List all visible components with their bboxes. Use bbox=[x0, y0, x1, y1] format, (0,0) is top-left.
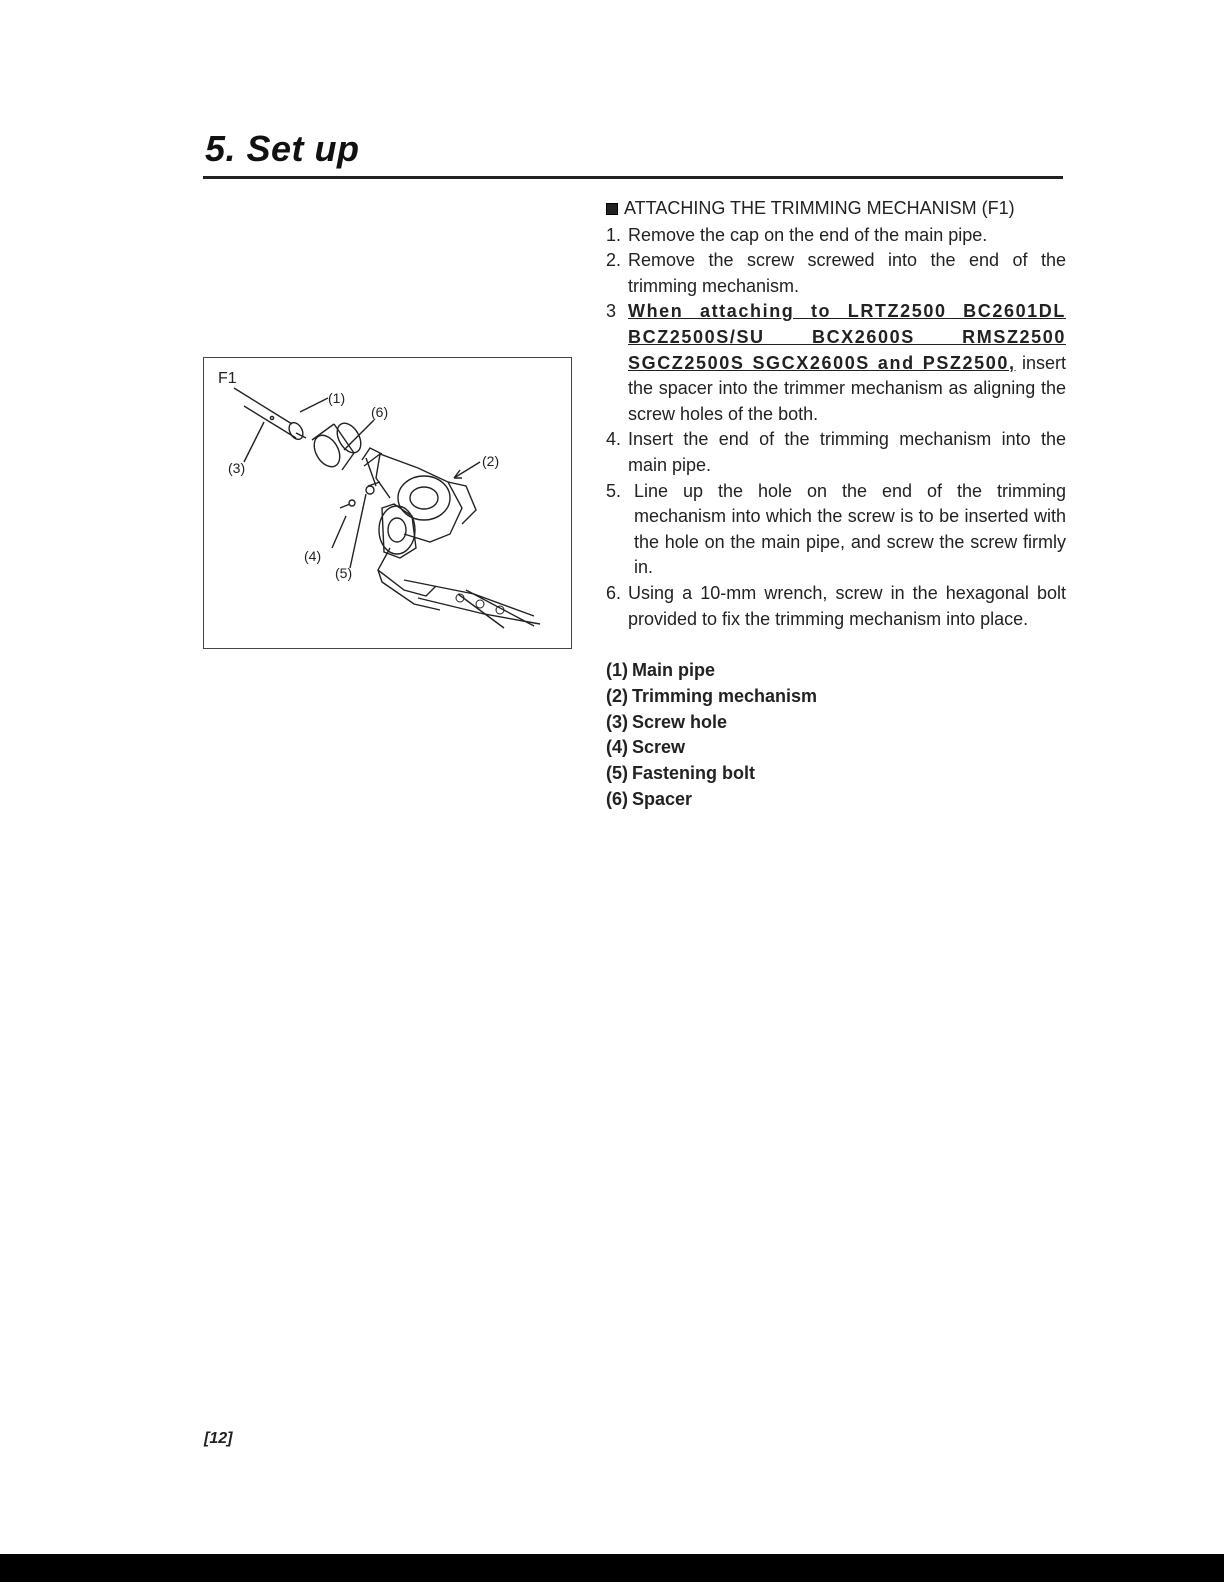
step-1 bbox=[606, 223, 1066, 249]
part-item bbox=[606, 735, 1066, 761]
step-text: Using a 10-mm wrench, screw in the hexagonal bolt provided to fix the trimming mechanism into place. bbox=[628, 582, 1066, 629]
callout-6: (6) bbox=[371, 404, 389, 420]
step-text: Line up the hole on the end of the trimming mechanism into which the screw is to be inserted with the hole on the main pipe, and screw the screw firmly in. bbox=[634, 480, 1066, 578]
step-text-rest: insert the spacer into the trimmer mechanism as aligning the screw holes of the both. bbox=[628, 352, 1066, 424]
part-item bbox=[606, 684, 1066, 710]
page-title: 5. Set up bbox=[205, 128, 360, 169]
part-item bbox=[606, 761, 1066, 787]
part-item bbox=[606, 658, 1066, 684]
part-name: Spacer bbox=[632, 789, 693, 810]
step-text: Remove the cap on the end of the main pipe. bbox=[628, 224, 988, 245]
parts-legend bbox=[606, 658, 1066, 813]
step-number: 2. bbox=[606, 250, 622, 271]
scan-bottom-border bbox=[0, 1554, 1224, 1582]
part-name: Main pipe bbox=[632, 660, 716, 681]
step-text: Remove the screw screwed into the end of the trimming mechanism. bbox=[628, 250, 1066, 296]
part-name: Trimming mechanism bbox=[632, 685, 818, 706]
part-item bbox=[606, 710, 1066, 736]
part-number: (2) bbox=[606, 685, 628, 706]
step-number: 4. bbox=[606, 429, 622, 450]
step-2 bbox=[606, 248, 1066, 299]
step-number: 3 bbox=[606, 301, 617, 322]
part-number: (4) bbox=[606, 737, 628, 758]
part-number: (3) bbox=[606, 711, 628, 732]
part-number: (1) bbox=[606, 660, 628, 681]
part-name: Fastening bolt bbox=[632, 763, 755, 784]
model-list-underlined: When attaching to LRTZ2500 BC2601DL BCZ2500S/SU BCX2600S RMSZ2500 SGCZ2500S SGCX2600S and PSZ2500, bbox=[628, 301, 1066, 373]
callout-1: (1) bbox=[328, 390, 346, 406]
step-3 bbox=[606, 299, 1066, 427]
callout-5: (5) bbox=[335, 565, 353, 581]
section-heading bbox=[606, 196, 1066, 222]
callout-4: (4) bbox=[304, 548, 322, 564]
figure-f1 bbox=[203, 357, 572, 649]
step-6 bbox=[606, 581, 1066, 632]
part-item bbox=[606, 787, 1066, 813]
page-number: [12] bbox=[204, 1430, 233, 1447]
step-4 bbox=[606, 427, 1066, 478]
instructions-column bbox=[606, 196, 1066, 813]
step-5 bbox=[606, 479, 1066, 581]
section-heading-text: ATTACHING THE TRIMMING MECHANISM (F1) bbox=[624, 198, 1015, 218]
part-number: (5) bbox=[606, 763, 628, 784]
step-text bbox=[628, 299, 1066, 427]
title-divider bbox=[203, 176, 1063, 179]
part-name: Screw hole bbox=[632, 711, 728, 732]
trimmer-attachment-illustration bbox=[204, 358, 571, 648]
square-bullet-icon bbox=[606, 203, 618, 215]
step-number: 5. bbox=[606, 480, 622, 501]
callout-3: (3) bbox=[228, 460, 246, 476]
figure-label: F1 bbox=[218, 370, 237, 387]
step-number: 6. bbox=[606, 582, 622, 603]
part-number: (6) bbox=[606, 789, 628, 810]
step-text: Insert the end of the trimming mechanism into the main pipe. bbox=[628, 429, 1066, 475]
step-number: 1. bbox=[606, 224, 622, 245]
callout-2: (2) bbox=[482, 453, 500, 469]
part-name: Screw bbox=[632, 737, 686, 758]
